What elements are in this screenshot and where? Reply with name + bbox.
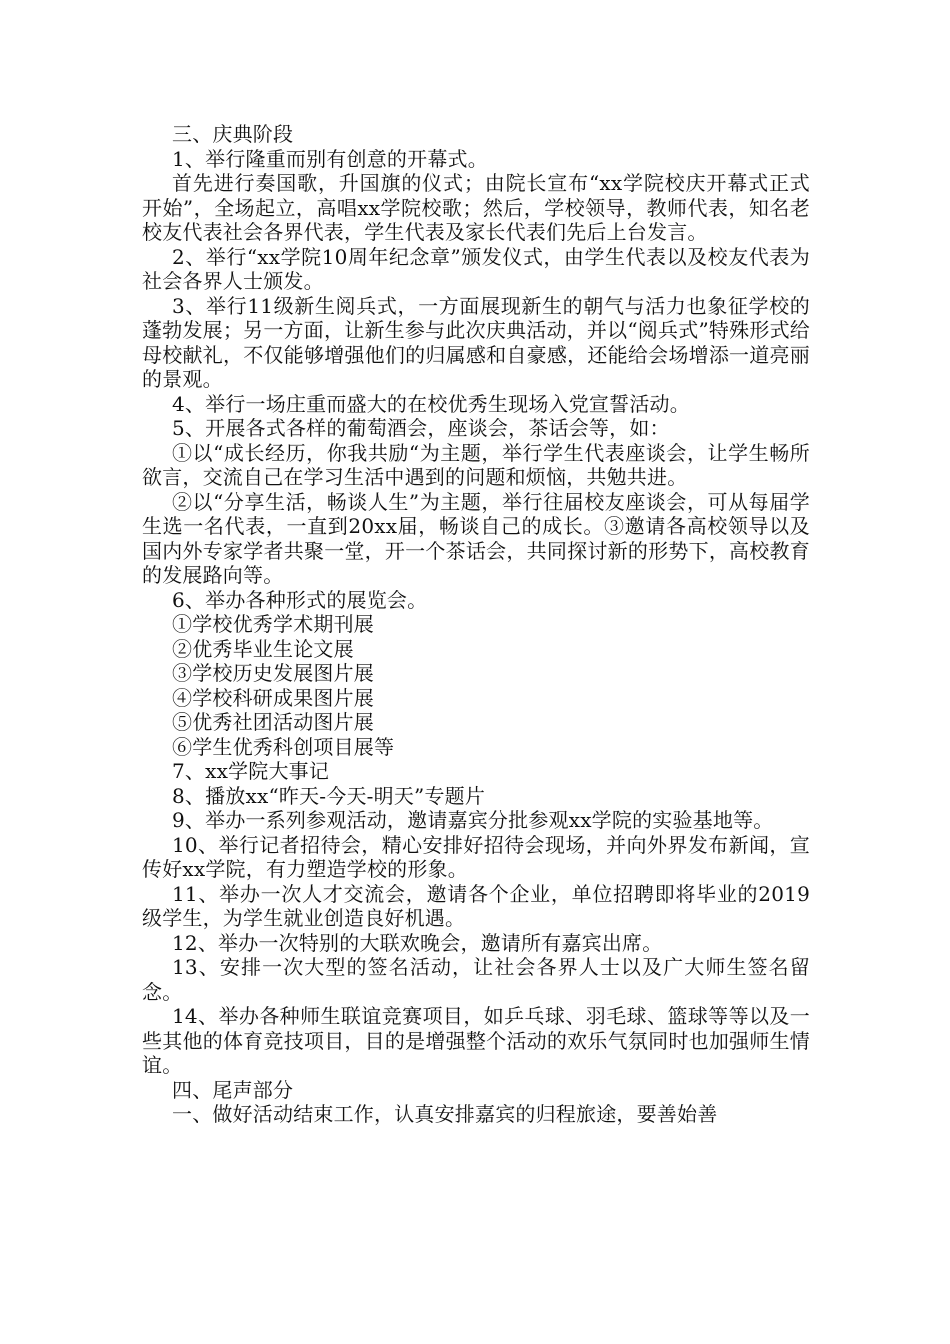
paragraph: 5、开展各式各样的葡萄酒会，座谈会，茶话会等，如：: [172, 416, 670, 440]
paragraph: 13、安排一次大型的签名活动，让社会各界人士以及广大师生签名留念。: [142, 955, 810, 1004]
list-item: ②优秀毕业生论文展: [172, 636, 354, 661]
list-item: ④学校科研成果图片展: [172, 685, 374, 710]
document-body: [142, 122, 810, 1127]
paragraph: 3、举行11级新生阅兵式，一方面展现新生的朝气与活力也象征学校的蓬勃发展；另一方面，让新生参与此次庆典活动，并以“阅兵式”特殊形式给母校献礼，不仅能够增强他们的归属感和自豪感，还能给会场增添一道亮丽的景观。: [142, 293, 810, 391]
paragraph: 一、做好活动结束工作，认真安排嘉宾的归程旅途，要善始善: [172, 1102, 718, 1126]
paragraph: 6、举办各种形式的展览会。: [172, 587, 428, 612]
paragraph: 4、举行一场庄重而盛大的在校优秀生现场入党宣誓活动。: [172, 391, 690, 416]
paragraph: 10、举行记者招待会，精心安排好招待会现场，并向外界发布新闻，宣传好xx学院，有力塑造学校的形象。: [142, 832, 810, 881]
list-item: ⑥学生优秀科创项目展等: [172, 734, 395, 759]
paragraph: 首先进行奏国歌，升国旗的仪式；由院长宣布“xx学院校庆开幕式正式开始”，全场起立，高唱xx学院校歌；然后，学校领导，教师代表，知名老校友代表社会各界代表，学生代表及家长代表们先后上台发言。: [142, 171, 810, 244]
paragraph: ①以“成长经历，你我共励“为主题，举行学生代表座谈会，让学生畅所欲言，交流自己在学习生活中遇到的问题和烦恼，共勉共进。: [142, 440, 810, 489]
paragraph: 7、xx学院大事记: [172, 759, 330, 783]
section-heading-ending: 四、尾声部分: [172, 1077, 294, 1102]
paragraph: 2、举行“xx学院10周年纪念章”颁发仪式，由学生代表以及校友代表为社会各界人士颁发。: [142, 244, 810, 293]
paragraph: 12、举办一次特别的大联欢晚会，邀请所有嘉宾出席。: [172, 930, 663, 955]
section-heading-celebration: 三、庆典阶段: [172, 122, 294, 146]
paragraph: 8、播放xx“昨天-今天-明天”专题片: [172, 783, 486, 808]
paragraph: 9、举办一系列参观活动，邀请嘉宾分批参观xx学院的实验基地等。: [172, 808, 774, 832]
list-item: ⑤优秀社团活动图片展: [172, 710, 374, 734]
paragraph: 1、举行隆重而别有创意的开幕式。: [172, 146, 488, 171]
paragraph: 14、举办各种师生联谊竞赛项目，如乒乓球、羽毛球、篮球等等以及一些其他的体育竞技项目，目的是增强整个活动的欢乐气氛同时也加强师生情谊。: [142, 1004, 810, 1077]
list-item: ①学校优秀学术期刊展: [172, 612, 374, 636]
paragraph: 11、举办一次人才交流会，邀请各个企业，单位招聘即将毕业的2019级学生，为学生就业创造良好机遇。: [142, 881, 810, 930]
list-item: ③学校历史发展图片展: [172, 661, 374, 685]
paragraph: ②以“分享生活，畅谈人生”为主题，举行往届校友座谈会，可从每届学生选一名代表，一直到20xx届，畅谈自己的成长。③邀请各高校领导以及国内外专家学者共聚一堂，开一个茶话会，共同探讨新的形势下，高校教育的发展路向等。: [142, 489, 810, 587]
